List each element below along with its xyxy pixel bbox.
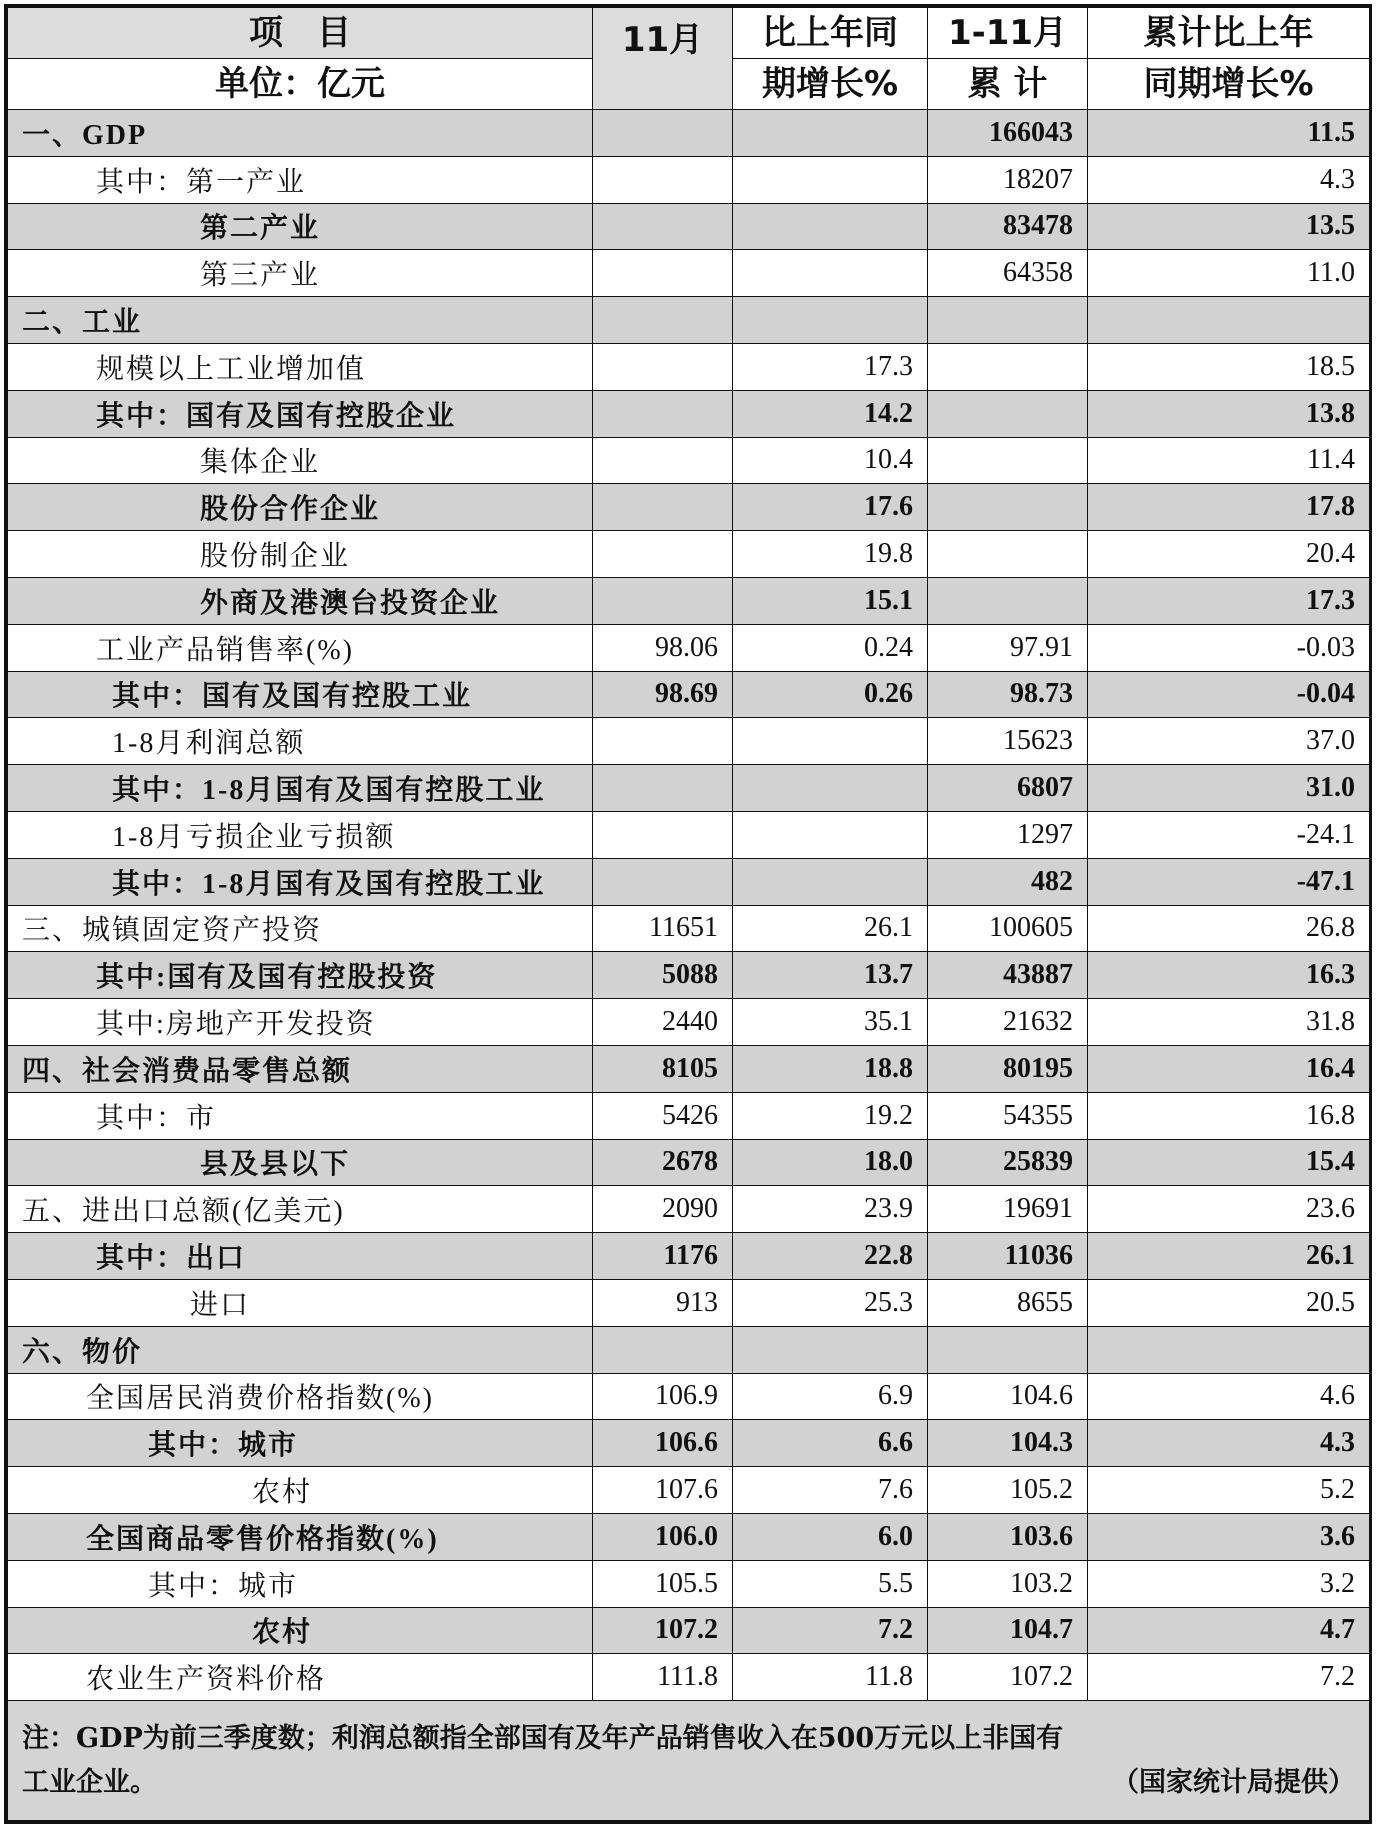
cell-month (593, 765, 733, 812)
cell-month: 2440 (593, 999, 733, 1046)
table-row (8, 1654, 1370, 1701)
row-label: 二、工业 (8, 297, 593, 344)
cell-cum: 1297 (928, 811, 1088, 858)
cell-cum-yoy: 4.6 (1088, 1373, 1370, 1420)
cell-cum-yoy: 4.3 (1088, 156, 1370, 203)
cell-yoy: 26.1 (733, 905, 928, 952)
cell-cum: 104.7 (928, 1607, 1088, 1654)
row-label: 六、物价 (8, 1326, 593, 1373)
cell-cum: 21632 (928, 999, 1088, 1046)
economic-indicators-table (7, 7, 1370, 1821)
note-cell (8, 1701, 1370, 1821)
cell-month: 111.8 (593, 1654, 733, 1701)
cell-yoy: 17.6 (733, 484, 928, 531)
cell-cum-yoy: 15.4 (1088, 1139, 1370, 1186)
cell-month (593, 250, 733, 297)
header-yoy-line2: 期增长% (733, 59, 928, 110)
cell-yoy: 35.1 (733, 999, 928, 1046)
cell-cum: 15623 (928, 718, 1088, 765)
cell-month (593, 858, 733, 905)
cell-cum-yoy: 3.2 (1088, 1560, 1370, 1607)
row-label: 其中：出口 (8, 1233, 593, 1280)
statistics-table-sheet (4, 4, 1372, 1824)
row-label: 全国居民消费价格指数(%) (8, 1373, 593, 1420)
row-label: 农村 (8, 1467, 593, 1514)
cell-month (593, 437, 733, 484)
row-label: 1-8月亏损企业亏损额 (8, 811, 593, 858)
row-label: 四、社会消费品零售总额 (8, 1045, 593, 1092)
cell-cum-yoy: -0.04 (1088, 671, 1370, 718)
cell-month: 8105 (593, 1045, 733, 1092)
cell-yoy (733, 718, 928, 765)
cell-cum-yoy: 11.4 (1088, 437, 1370, 484)
cell-cum: 54355 (928, 1092, 1088, 1139)
note-row (8, 1701, 1370, 1821)
table-row (8, 1233, 1370, 1280)
row-label: 其中：1-8月国有及国有控股工业 (8, 858, 593, 905)
cell-cum: 104.3 (928, 1420, 1088, 1467)
row-label: 股份制企业 (8, 531, 593, 578)
row-label: 五、进出口总额(亿美元) (8, 1186, 593, 1233)
cell-yoy: 6.0 (733, 1513, 928, 1560)
table-row (8, 1467, 1370, 1514)
table-row (8, 718, 1370, 765)
cell-cum-yoy: 26.8 (1088, 905, 1370, 952)
table-row (8, 671, 1370, 718)
row-label: 进口 (8, 1279, 593, 1326)
table-row (8, 1045, 1370, 1092)
table-row (8, 1139, 1370, 1186)
cell-cum-yoy: 31.0 (1088, 765, 1370, 812)
cell-cum (928, 1326, 1088, 1373)
cell-yoy: 15.1 (733, 577, 928, 624)
cell-cum: 103.2 (928, 1560, 1088, 1607)
cell-month (593, 484, 733, 531)
cell-cum (928, 484, 1088, 531)
note-line2: 工业企业。 (22, 1766, 157, 1798)
header-cum-line1: 1-11月 (928, 8, 1088, 59)
cell-cum: 100605 (928, 905, 1088, 952)
cell-cum-yoy: 3.6 (1088, 1513, 1370, 1560)
table-row (8, 390, 1370, 437)
cell-cum: 97.91 (928, 624, 1088, 671)
table-row (8, 1279, 1370, 1326)
cell-cum-yoy: 17.3 (1088, 577, 1370, 624)
cell-month: 2678 (593, 1139, 733, 1186)
row-label: 其中：城市 (8, 1560, 593, 1607)
row-label: 农村 (8, 1607, 593, 1654)
header-cum-line2: 累 计 (928, 59, 1088, 110)
cell-cum (928, 297, 1088, 344)
cell-yoy (733, 250, 928, 297)
table-row (8, 765, 1370, 812)
cell-yoy (733, 858, 928, 905)
cell-cum-yoy: 13.8 (1088, 390, 1370, 437)
table-row (8, 1092, 1370, 1139)
cell-yoy (733, 765, 928, 812)
cell-month (593, 577, 733, 624)
cell-month: 1176 (593, 1233, 733, 1280)
cell-cum-yoy: 16.4 (1088, 1045, 1370, 1092)
row-label: 其中：国有及国有控股企业 (8, 390, 593, 437)
cell-cum-yoy: -47.1 (1088, 858, 1370, 905)
row-label: 外商及港澳台投资企业 (8, 577, 593, 624)
cell-cum: 64358 (928, 250, 1088, 297)
cell-yoy (733, 156, 928, 203)
cell-cum: 166043 (928, 110, 1088, 157)
cell-month: 98.69 (593, 671, 733, 718)
header-cumyoy-line2: 同期增长% (1088, 59, 1370, 110)
cell-yoy: 10.4 (733, 437, 928, 484)
row-label: 其中：第一产业 (8, 156, 593, 203)
table-row (8, 1326, 1370, 1373)
cell-cum-yoy: 11.5 (1088, 110, 1370, 157)
cell-month (593, 156, 733, 203)
cell-month: 105.5 (593, 1560, 733, 1607)
cell-yoy: 19.2 (733, 1092, 928, 1139)
row-label: 第三产业 (8, 250, 593, 297)
row-label: 一、GDP (8, 110, 593, 157)
cell-cum: 83478 (928, 203, 1088, 250)
cell-yoy: 5.5 (733, 1560, 928, 1607)
row-label: 其中:国有及国有控股投资 (8, 952, 593, 999)
table-header (8, 8, 1370, 110)
cell-cum: 80195 (928, 1045, 1088, 1092)
cell-yoy: 18.0 (733, 1139, 928, 1186)
cell-yoy: 22.8 (733, 1233, 928, 1280)
cell-yoy: 18.8 (733, 1045, 928, 1092)
cell-cum-yoy: 37.0 (1088, 718, 1370, 765)
cell-cum-yoy: 5.2 (1088, 1467, 1370, 1514)
cell-month (593, 1326, 733, 1373)
cell-yoy: 14.2 (733, 390, 928, 437)
cell-cum-yoy: 13.5 (1088, 203, 1370, 250)
row-label: 其中：城市 (8, 1420, 593, 1467)
cell-cum (928, 531, 1088, 578)
cell-yoy (733, 297, 928, 344)
cell-cum-yoy: 16.3 (1088, 952, 1370, 999)
cell-yoy: 6.9 (733, 1373, 928, 1420)
cell-yoy: 7.6 (733, 1467, 928, 1514)
table-row (8, 297, 1370, 344)
table-row (8, 110, 1370, 157)
row-label: 第二产业 (8, 203, 593, 250)
header-unit: 单位：亿元 (8, 59, 593, 110)
cell-month (593, 297, 733, 344)
cell-yoy: 17.3 (733, 343, 928, 390)
cell-month: 107.2 (593, 1607, 733, 1654)
row-label: 规模以上工业增加值 (8, 343, 593, 390)
row-label: 其中：国有及国有控股工业 (8, 671, 593, 718)
cell-cum-yoy: 7.2 (1088, 1654, 1370, 1701)
cell-month: 106.9 (593, 1373, 733, 1420)
row-label: 县及县以下 (8, 1139, 593, 1186)
cell-cum: 11036 (928, 1233, 1088, 1280)
table-row (8, 1373, 1370, 1420)
table-row (8, 999, 1370, 1046)
header-month: 11月 (593, 8, 733, 110)
table-row (8, 1420, 1370, 1467)
row-label: 集体企业 (8, 437, 593, 484)
cell-cum-yoy: 18.5 (1088, 343, 1370, 390)
cell-cum-yoy: 17.8 (1088, 484, 1370, 531)
cell-cum-yoy (1088, 297, 1370, 344)
cell-cum-yoy: 23.6 (1088, 1186, 1370, 1233)
table-body (8, 110, 1370, 1701)
table-row (8, 952, 1370, 999)
row-label: 其中：1-8月国有及国有控股工业 (8, 765, 593, 812)
table-row (8, 811, 1370, 858)
cell-yoy: 6.6 (733, 1420, 928, 1467)
header-yoy-line1: 比上年同 (733, 8, 928, 59)
cell-yoy: 25.3 (733, 1279, 928, 1326)
cell-month: 5088 (593, 952, 733, 999)
row-label: 工业产品销售率(%) (8, 624, 593, 671)
cell-cum: 482 (928, 858, 1088, 905)
cell-cum: 105.2 (928, 1467, 1088, 1514)
cell-cum-yoy: 4.7 (1088, 1607, 1370, 1654)
cell-month: 98.06 (593, 624, 733, 671)
cell-cum: 103.6 (928, 1513, 1088, 1560)
cell-cum (928, 577, 1088, 624)
cell-cum-yoy: 26.1 (1088, 1233, 1370, 1280)
cell-cum: 104.6 (928, 1373, 1088, 1420)
cell-cum: 6807 (928, 765, 1088, 812)
table-row (8, 250, 1370, 297)
header-item: 项 目 (8, 8, 593, 59)
cell-month: 2090 (593, 1186, 733, 1233)
cell-yoy (733, 1326, 928, 1373)
table-row (8, 203, 1370, 250)
cell-cum-yoy: 4.3 (1088, 1420, 1370, 1467)
row-label: 全国商品零售价格指数(%) (8, 1513, 593, 1560)
table-row (8, 156, 1370, 203)
table-row (8, 343, 1370, 390)
note-source: （国家统计局提供） (1112, 1766, 1355, 1798)
cell-cum: 98.73 (928, 671, 1088, 718)
cell-yoy: 0.24 (733, 624, 928, 671)
header-cumyoy-line1: 累计比上年 (1088, 8, 1370, 59)
row-label: 其中：市 (8, 1092, 593, 1139)
cell-yoy: 11.8 (733, 1654, 928, 1701)
cell-yoy (733, 811, 928, 858)
cell-cum: 18207 (928, 156, 1088, 203)
cell-cum: 107.2 (928, 1654, 1088, 1701)
row-label: 股份合作企业 (8, 484, 593, 531)
cell-month: 913 (593, 1279, 733, 1326)
cell-cum-yoy (1088, 1326, 1370, 1373)
row-label: 其中:房地产开发投资 (8, 999, 593, 1046)
cell-month: 106.6 (593, 1420, 733, 1467)
row-label: 三、城镇固定资产投资 (8, 905, 593, 952)
table-row (8, 437, 1370, 484)
table-row (8, 905, 1370, 952)
cell-month (593, 390, 733, 437)
cell-yoy: 23.9 (733, 1186, 928, 1233)
cell-cum-yoy: 20.5 (1088, 1279, 1370, 1326)
table-row (8, 577, 1370, 624)
cell-cum (928, 390, 1088, 437)
cell-month: 11651 (593, 905, 733, 952)
table-row (8, 858, 1370, 905)
table-row (8, 1560, 1370, 1607)
cell-month (593, 811, 733, 858)
cell-yoy: 7.2 (733, 1607, 928, 1654)
cell-yoy: 0.26 (733, 671, 928, 718)
cell-cum-yoy: 16.8 (1088, 1092, 1370, 1139)
cell-cum: 19691 (928, 1186, 1088, 1233)
cell-cum-yoy: -0.03 (1088, 624, 1370, 671)
cell-cum (928, 437, 1088, 484)
row-label: 1-8月利润总额 (8, 718, 593, 765)
cell-yoy: 19.8 (733, 531, 928, 578)
cell-month: 107.6 (593, 1467, 733, 1514)
cell-cum (928, 343, 1088, 390)
cell-cum-yoy: 31.8 (1088, 999, 1370, 1046)
row-label: 农业生产资料价格 (8, 1654, 593, 1701)
cell-cum: 25839 (928, 1139, 1088, 1186)
cell-cum-yoy: 20.4 (1088, 531, 1370, 578)
cell-cum-yoy: 11.0 (1088, 250, 1370, 297)
cell-cum-yoy: -24.1 (1088, 811, 1370, 858)
cell-month: 106.0 (593, 1513, 733, 1560)
table-row (8, 1186, 1370, 1233)
table-row (8, 1607, 1370, 1654)
cell-month (593, 531, 733, 578)
cell-month (593, 718, 733, 765)
table-row (8, 484, 1370, 531)
cell-cum: 8655 (928, 1279, 1088, 1326)
cell-month (593, 110, 733, 157)
cell-month (593, 343, 733, 390)
table-row (8, 1513, 1370, 1560)
cell-yoy (733, 203, 928, 250)
table-row (8, 531, 1370, 578)
cell-month (593, 203, 733, 250)
cell-cum: 43887 (928, 952, 1088, 999)
cell-month: 5426 (593, 1092, 733, 1139)
note-line1: 注：GDP为前三季度数；利润总额指全部国有及年产品销售收入在500万元以上非国有 (22, 1722, 1064, 1754)
cell-yoy: 13.7 (733, 952, 928, 999)
table-row (8, 624, 1370, 671)
cell-yoy (733, 110, 928, 157)
